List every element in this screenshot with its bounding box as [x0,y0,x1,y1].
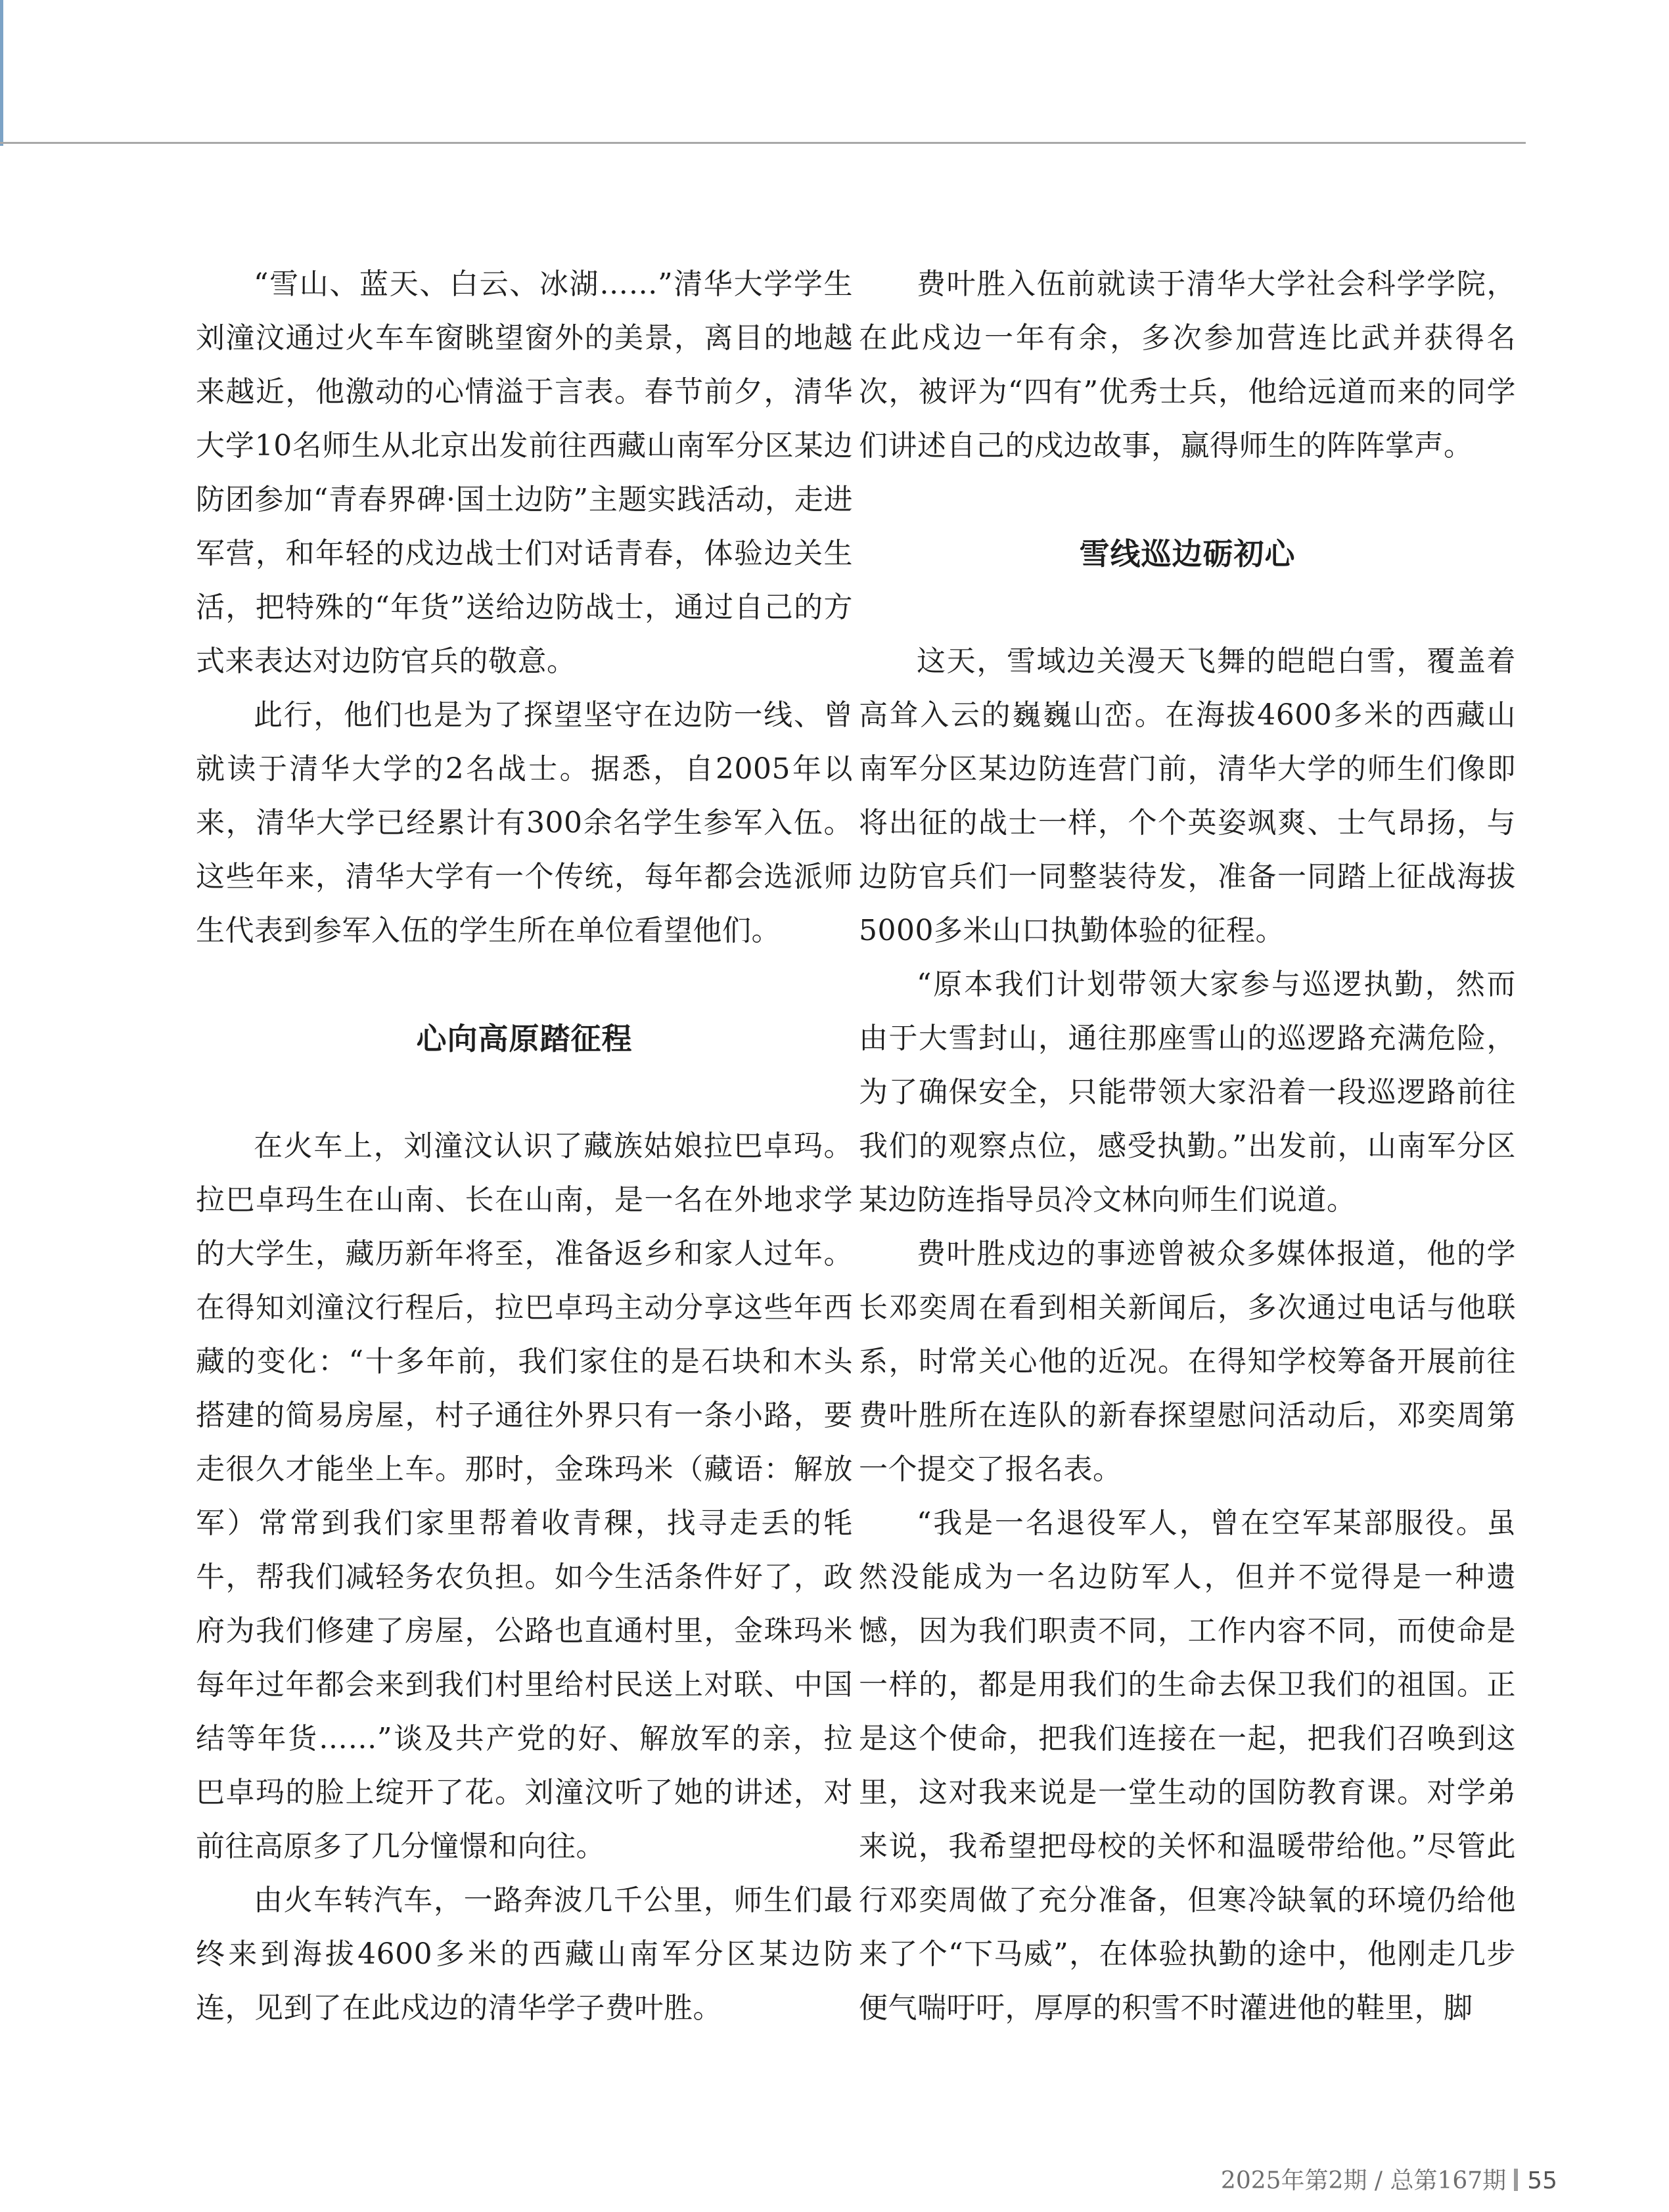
footer-separator [1514,2169,1518,2191]
section-heading: 心向高原踏征程 [416,1021,633,1056]
left-column [196,258,853,2035]
paragraph: 由火车转汽车，一路奔波几千公里，师生们最终来到海拔4600多米的西藏山南军分区某边防连，见到了在此戍边的清华学子费叶胜。 [196,1884,853,2025]
paragraph: “我是一名退役军人，曾在空军某部服役。虽然没能成为一名边防军人，但并不觉得是一种遗憾，因为我们职责不同，工作内容不同，而使命是一样的，都是用我们的生命去保卫我们的祖国。正是这个使命，把我们连接在一起，把我们召唤到这里，这对我来说是一堂生动的国防教育课。对学弟来说，我希望把母校的关怀和温暖带给他。”尽管此行邓奕周做了充分准备，但寒冷缺氧的环境仍给他来了个“下马威”，在体验执勤的途中，他刚走几步便气喘吁吁，厚厚的积雪不时灌进他的鞋里，脚 [859,1506,1516,2025]
paragraph: “原本我们计划带领大家参与巡逻执勤，然而由于大雪封山，通往那座雪山的巡逻路充满危险，为了确保安全，只能带领大家沿着一段巡逻路前往我们的观察点位，感受执勤。”出发前，山南军分区某边防连指导员冷文林向师生们说道。 [859,968,1516,1217]
page-number: 55 [1527,2167,1557,2194]
left-edge-accent [0,0,3,146]
paragraph: 此行，他们也是为了探望坚守在边防一线、曾就读于清华大学的2名战士。据悉，自2005年以来，清华大学已经累计有300余名学生参军入伍。这些年来，清华大学有一个传统，每年都会选派师生代表到参军入伍的学生所在单位看望他们。 [196,698,853,947]
paragraph: 费叶胜入伍前就读于清华大学社会科学学院，在此戍边一年有余，多次参加营连比武并获得名次，被评为“四有”优秀士兵，他给远道而来的同学们讲述自己的戍边故事，赢得师生的阵阵掌声。 [859,267,1516,463]
header-rule [0,142,1526,144]
paragraph: 在火车上，刘潼汶认识了藏族姑娘拉巴卓玛。拉巴卓玛生在山南、长在山南，是一名在外地求学的大学生，藏历新年将至，准备返乡和家人过年。在得知刘潼汶行程后，拉巴卓玛主动分享这些年西藏的变化：“十多年前，我们家住的是石块和木头搭建的简易房屋，村子通往外界只有一条小路，要走很久才能坐上车。那时，金珠玛米（藏语：解放军）常常到我们家里帮着收青稞，找寻走丢的牦牛，帮我们减轻务农负担。如今生活条件好了，政府为我们修建了房屋，公路也直通村里，金珠玛米每年过年都会来到我们村里给村民送上对联、中国结等年货……”谈及共产党的好、解放军的亲，拉巴卓玛的脸上绽开了花。刘潼汶听了她的讲述，对前往高原多了几分憧憬和向往。 [196,1129,853,1863]
right-column [859,258,1516,2035]
paragraph: “雪山、蓝天、白云、冰湖……”清华大学学生刘潼汶通过火车车窗眺望窗外的美景，离目的地越来越近，他激动的心情溢于言表。春节前夕，清华大学10名师生从北京出发前往西藏山南军分区某边防团参加“青春界碑·国土边防”主题实践活动，走进军营，和年轻的戍边战士们对话青春，体验边关生活，把特殊的“年货”送给边防战士，通过自己的方式来表达对边防官兵的敬意。 [196,267,853,678]
paragraph: 这天，雪域边关漫天飞舞的皑皑白雪，覆盖着高耸入云的巍巍山峦。在海拔4600多米的西藏山南军分区某边防连营门前，清华大学的师生们像即将出征的战士一样，个个英姿飒爽、士气昂扬，与边防官兵们一同整装待发，准备一同踏上征战海拔5000多米山口执勤体验的征程。 [859,644,1516,947]
paragraph: 费叶胜戍边的事迹曾被众多媒体报道，他的学长邓奕周在看到相关新闻后，多次通过电话与他联系，时常关心他的近况。在得知学校筹备开展前往费叶胜所在连队的新春探望慰问活动后，邓奕周第一个提交了报名表。 [859,1237,1516,1486]
page-footer [1221,2167,1557,2196]
section-heading: 雪线巡边砺初心 [1079,536,1296,572]
issue-info: 2025年第2期 / 总第167期 [1220,2167,1507,2194]
